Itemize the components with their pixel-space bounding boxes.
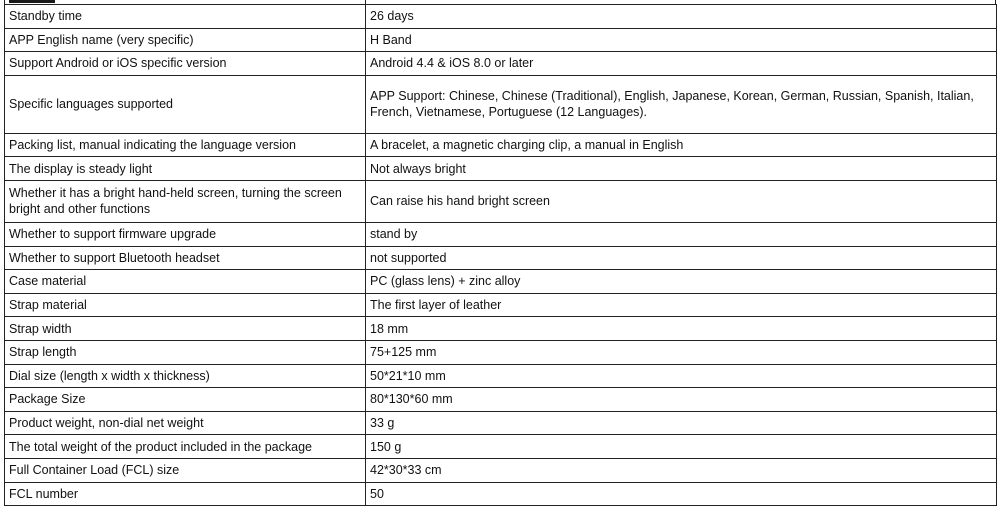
spec-name: Case material	[5, 270, 366, 294]
spec-value: The first layer of leather	[366, 293, 997, 317]
spec-name: Product weight, non-dial net weight	[5, 411, 366, 435]
spec-value: APP Support: Chinese, Chinese (Traditional), English, Japanese, Korean, German, Russian, Spanish, Italian, French, Vietnamese, Portuguese (12 Languages).	[366, 75, 997, 133]
spec-name: APP English name (very specific)	[5, 28, 366, 52]
table-row	[5, 75, 997, 133]
table-row	[5, 482, 997, 506]
spec-value: H Band	[366, 28, 997, 52]
table-row	[5, 340, 997, 364]
spec-value: Android 4.4 & iOS 8.0 or later	[366, 52, 997, 76]
table-row	[5, 388, 997, 412]
spec-value: PC (glass lens) + zinc alloy	[366, 270, 997, 294]
spec-value: 26 days	[366, 5, 997, 29]
spec-name: Whether it has a bright hand-held screen, turning the screen bright and other functions	[5, 180, 366, 222]
table-row	[5, 5, 997, 29]
table-row	[5, 411, 997, 435]
spec-name: Standby time	[5, 5, 366, 29]
table-row	[5, 52, 997, 76]
spec-value: stand by	[366, 222, 997, 246]
spec-name: Strap material	[5, 293, 366, 317]
spec-name: Dial size (length x width x thickness)	[5, 364, 366, 388]
table-row	[5, 222, 997, 246]
spec-value: not supported	[366, 246, 997, 270]
spec-value: 50*21*10 mm	[366, 364, 997, 388]
spec-value: 80*130*60 mm	[366, 388, 997, 412]
table-row	[5, 133, 997, 157]
table-row	[5, 28, 997, 52]
table-row	[5, 317, 997, 341]
spec-name: Specific languages supported	[5, 75, 366, 133]
spec-value: A bracelet, a magnetic charging clip, a manual in English	[366, 133, 997, 157]
spec-name: FCL number	[5, 482, 366, 506]
spec-value: 18 mm	[366, 317, 997, 341]
spec-name: Whether to support firmware upgrade	[5, 222, 366, 246]
spec-name: The total weight of the product included in the package	[5, 435, 366, 459]
spec-name: Support Android or iOS specific version	[5, 52, 366, 76]
spec-value: Can raise his hand bright screen	[366, 180, 997, 222]
spec-table	[4, 4, 997, 506]
spec-name: Full Container Load (FCL) size	[5, 458, 366, 482]
spec-value: Not always bright	[366, 157, 997, 181]
spec-value: 50	[366, 482, 997, 506]
spec-name: Packing list, manual indicating the language version	[5, 133, 366, 157]
spec-value: 33 g	[366, 411, 997, 435]
spec-name: Strap length	[5, 340, 366, 364]
table-row	[5, 364, 997, 388]
cropped-header-fragment	[9, 0, 55, 3]
table-row	[5, 293, 997, 317]
table-row	[5, 180, 997, 222]
spec-value: 150 g	[366, 435, 997, 459]
table-row	[5, 435, 997, 459]
spec-name: The display is steady light	[5, 157, 366, 181]
table-row	[5, 157, 997, 181]
spec-name: Package Size	[5, 388, 366, 412]
table-row	[5, 270, 997, 294]
spec-name: Strap width	[5, 317, 366, 341]
spec-value: 75+125 mm	[366, 340, 997, 364]
table-row	[5, 246, 997, 270]
table-row	[5, 458, 997, 482]
spec-name: Whether to support Bluetooth headset	[5, 246, 366, 270]
spec-value: 42*30*33 cm	[366, 458, 997, 482]
